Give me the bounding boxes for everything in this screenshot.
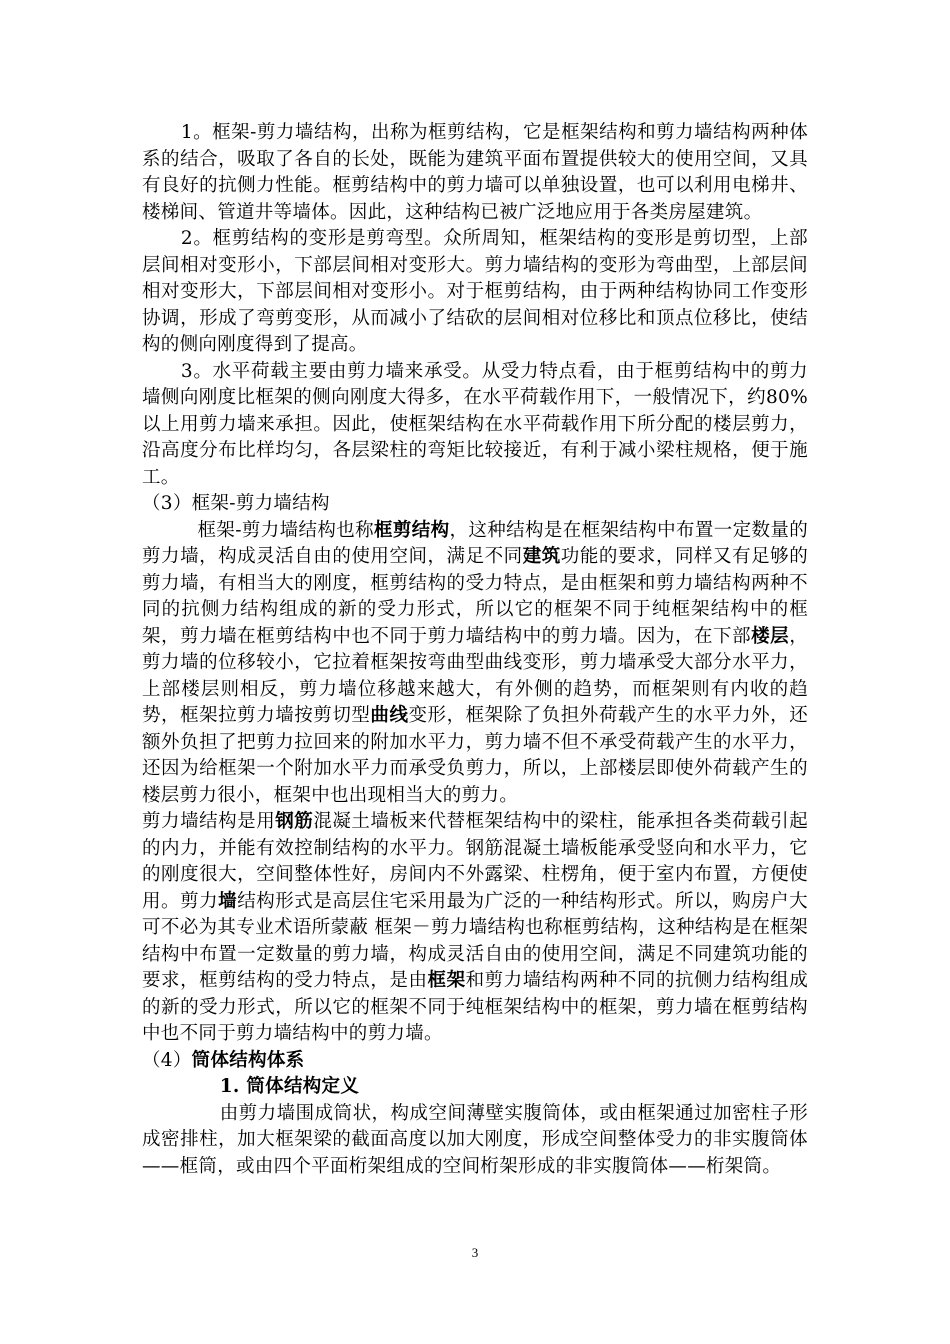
paragraph-5-text-3: 结构形式是高层住宅采用最为广泛的一种结构形式。所以，购房户大可不必为其专业术语所蒙蔽 框架－剪力墙结构也称框剪结构，这种结构是在框架结构中布置一定数量的剪力墙，构成灵活自由的使用空间，满足不同建筑功能的要求，框剪结构的受力特点，是由 xyxy=(142,890,808,991)
subsection-heading-1: 1. 筒体结构定义 xyxy=(219,1076,360,1097)
paragraph-1: 1。框架-剪力墙结构，出称为框剪结构，它是框架结构和剪力墙结构两种体系的结合，吸取了各自的长处，既能为建筑平面布置提供较大的使用空间，又具有良好的抗侧力性能。框剪结构中的剪力墙可以单独设置，也可以利用电梯井、楼梯间、管道井等墙体。因此，这种结构已被广泛地应用于各类房屋建筑。 xyxy=(142,122,808,223)
paragraph-3: 3。水平荷载主要由剪力墙来承受。从受力特点看，由于框剪结构中的剪力墙侧向刚度比框架的侧向刚度大得多，在水平荷载作用下，一般情况下，约80%以上用剪力墙来承担。因此，使框架结构在水平荷载作用下所分配的楼层剪力，沿高度分布比样均匀，各层梁柱的弯矩比较接近，有利于减小梁柱规格，便于施工。 xyxy=(142,360,808,488)
paragraph-5-bold-1: 钢筋 xyxy=(275,811,314,832)
paragraph-4-text-2: ，这种结构是在框架结构中布置一定数量的剪力墙，构成灵活自由的使用空间，满足不同 xyxy=(142,519,808,567)
paragraph-5-text-4: 和剪力墙结构两种不同的抗侧力结构组成的新的受力形式，所以它的框架不同于纯框架结构中的框架，剪力墙在框剪结构中也不同于剪力墙结构中的剪力墙。 xyxy=(142,970,808,1044)
paragraph-4-text-3: 功能的要求，同样又有足够的剪力墙，有相当大的刚度，框剪结构的受力特点，是由框架和剪力墙结构两种不同的抗侧力结构组成的新的受力形式，所以它的框架不同于纯框架结构中的框架，剪力墙在框剪结构中也不同于剪力墙结构中的剪力墙。因为，在下部 xyxy=(142,546,808,647)
paragraph-2: 2。框剪结构的变形是剪弯型。众所周知，框架结构的变形是剪切型，上部层间相对变形小，下部层间相对变形大。剪力墙结构的变形为弯曲型，上部层间相对变形大，下部层间相对变形小。对于框剪结构，由于两种结构协同工作变形协调，形成了弯剪变形，从而减小了结砍的层间相对位移比和顶点位移比，使结构的侧向刚度得到了提高。 xyxy=(142,228,808,355)
document-body xyxy=(142,120,808,1180)
paragraph-6: 由剪力墙围成筒状，构成空间薄壁实腹筒体，或由框架通过加密柱子形成密排柱，加大框架梁的截面高度以加大刚度，形成空间整体受力的非实腹筒体——框筒，或由四个平面桁架组成的空间桁架形成的非实腹筒体——桁架筒。 xyxy=(142,1102,808,1177)
paragraph-4-bold-3: 楼层 xyxy=(751,625,790,647)
paragraph-5-bold-2: 墙 xyxy=(218,890,238,912)
paragraph-5 xyxy=(142,809,808,1048)
paragraph-4-bold-1: 框剪结构 xyxy=(373,519,450,541)
section-heading-4-prefix: （4） xyxy=(142,1049,192,1071)
paragraph-4 xyxy=(142,518,808,810)
section-heading-4 xyxy=(142,1048,808,1075)
paragraph-4-bold-2: 建筑 xyxy=(522,546,561,567)
paragraph-4-text-4: ，剪力墙的位移较小，它拉着框架按弯曲型曲线变形，剪力墙承受大部分水平力，上部楼层则相反，剪力墙位移越来越大，有外侧的趋势，而框架则有内收的趋势，框架拉剪力墙按剪切型 xyxy=(142,625,808,726)
paragraph-4-text-1: 框架-剪力墙结构也称 xyxy=(197,519,374,541)
page-number: 3 xyxy=(471,1245,479,1260)
section-heading-4-title: 筒体结构体系 xyxy=(191,1049,305,1071)
paragraph-5-text-1: 剪力墙结构是用 xyxy=(142,811,276,832)
paragraph-4-bold-4: 曲线 xyxy=(370,705,409,726)
section-heading-3: （3）框架-剪力墙结构 xyxy=(142,493,330,514)
paragraph-5-text-2: 混凝土墙板来代替框架结构中的梁柱，能承担各类荷载引起的内力，并能有效控制结构的水平力。钢筋混凝土墙板能承受竖向和水平力，它的刚度很大，空间整体性好，房间内不外露梁、柱楞角，便于室内布置，方便使用。剪力 xyxy=(142,811,808,912)
paragraph-4-text-5: 变形，框架除了负担外荷载产生的水平力外，还额外负担了把剪力拉回来的附加水平力，剪力墙不但不承受荷载产生的水平力，还因为给框架一个附加水平力而承受负剪力，所以，上部楼层即使外荷载产生的楼层剪力很小，框架中也出现相当大的剪力。 xyxy=(142,705,808,806)
paragraph-5-bold-3: 框架 xyxy=(427,970,466,991)
